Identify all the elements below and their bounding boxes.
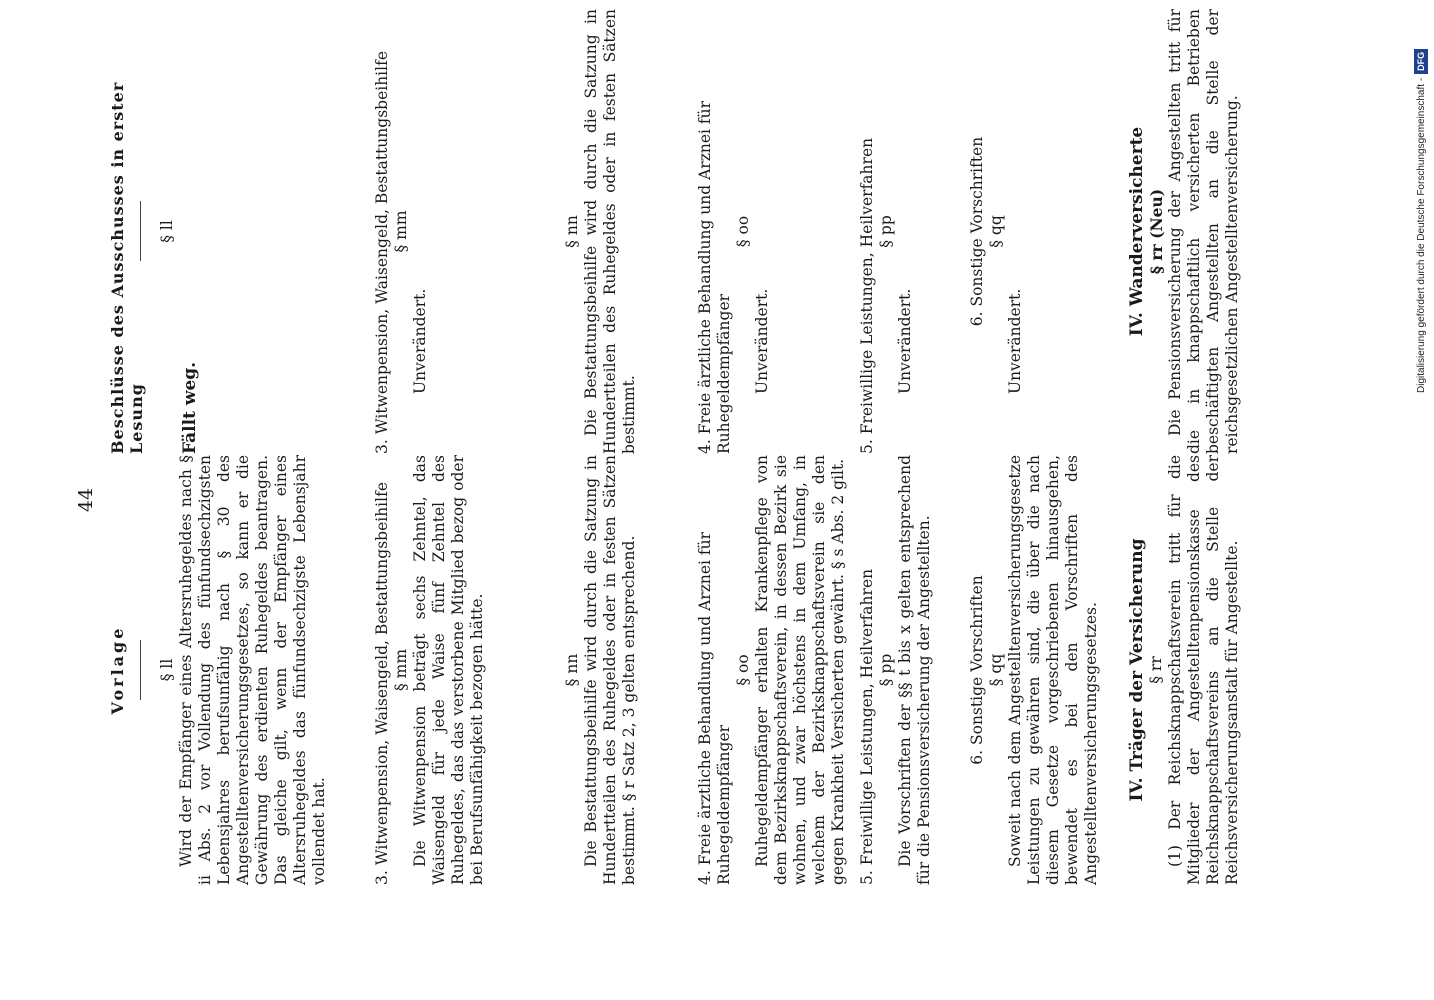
dfg-logo: DFG: [1414, 49, 1428, 74]
column-beschluesse: [108, 9, 1241, 454]
heading-rule: [140, 640, 141, 700]
paragraph-sign: § nn: [563, 215, 581, 248]
paragraph-text: Die Vorschriften der §§ t bis x gelten entsprechend für die Pensionsversicherung der Angestellten.: [896, 455, 933, 885]
section-ll-right: [158, 9, 200, 454]
section-title: 5. Freiwillige Leistungen, Heilverfahren: [858, 137, 876, 454]
section-title: 5. Freiwillige Leistungen, Heilverfahren: [858, 568, 876, 885]
paragraph-text: Unverändert.: [753, 288, 771, 394]
section-oo-right: [696, 9, 772, 454]
column-heading-vorlage: Vorlage: [108, 625, 127, 715]
paragraph-sign: § qq: [987, 653, 1005, 687]
section-qq-left: [968, 455, 1101, 885]
section-title: 3. Witwenpension, Waisengeld, Bestattungsbeihilfe: [373, 50, 391, 454]
paragraph-sign: § mm: [392, 648, 410, 692]
paragraph-text: Die Witwenpension beträgt sechs Zehntel, das Waisengeld für jede Waise fünf Zehntel des Ruhegeldes, das das verstorbene Mitglied bezog oder bei Berufsunfähigkeit bezogen hätte.: [411, 455, 486, 885]
paragraph-text: (1) Der Reichsknappschaftsverein tritt für die Mitglieder der Angestelltenpensionskasse des Reichsknappschaftsvereins an die Stelle der Reichsversicherungsanstalt für Angestellte.: [1166, 455, 1241, 885]
paragraph-sign: § pp: [877, 653, 895, 687]
stamp-text-wrapper: [1413, 13, 1431, 393]
section-title: IV. Wanderversicherte: [1127, 126, 1147, 337]
paragraph-sign: § mm: [392, 210, 410, 253]
paragraph-sign: § ll: [158, 220, 176, 243]
section-title: 6. Sonstige Vorschriften: [968, 136, 986, 327]
paragraph-sign: § qq: [987, 215, 1005, 248]
digitization-stamp: [1413, 8, 1431, 393]
section-title: 4. Freie ärztliche Behandlung und Arznei für Ruhegeldempfänger: [696, 100, 733, 454]
page-number: 44: [75, 487, 97, 513]
paragraph-text: Fällt weg.: [180, 361, 200, 454]
column-vorlage: [108, 455, 1241, 885]
paragraph-text: Die Bestattungsbeihilfe wird durch die Satzung in Hundertteilen des Ruhegeldes oder in festen Sätzen bestimmt.: [582, 9, 638, 454]
section-pp-right: [858, 9, 915, 454]
heading-rule: [140, 202, 141, 262]
section-mm-right: [373, 9, 430, 454]
section-title: 6. Sonstige Vorschriften: [968, 575, 986, 765]
section-rr-left: [1128, 455, 1242, 885]
paragraph-text: Unverändert.: [1006, 288, 1024, 394]
section-ll-left: [158, 455, 329, 885]
section-oo-left: [696, 455, 848, 885]
paragraph-sign: § pp: [877, 215, 895, 248]
paragraph-text: Unverändert.: [411, 288, 429, 394]
paragraph-sign: § ll: [158, 658, 176, 682]
paragraph-text: Soweit nach dem Angestelltenversicherungsgesetze Leistungen zu gewähren sind, die über die nach diesem Gesetze vorgeschriebenen hinausgehen, bewendet es bei den Vorschriften des Angestelltenversicherungsgesetzes.: [1006, 455, 1100, 885]
section-qq-right: [968, 9, 1025, 454]
section-title: 3. Witwenpension, Waisengeld, Bestattungsbeihilfe: [373, 481, 391, 885]
paragraph-sign: § rr: [1147, 656, 1165, 684]
column-heading-beschluesse: Beschlüsse des Ausschusses in erster Lesung: [108, 81, 146, 454]
section-nn-right: [563, 9, 639, 454]
paragraph-sign: § oo: [734, 654, 752, 686]
section-mm-left: [373, 455, 487, 885]
stamp-text: Digitalisierung gefördert durch die Deutsche Forschungsgemeinschaft -: [1416, 77, 1427, 393]
paragraph-text: Wird der Empfänger eines Altersruhegeldes nach § ii Abs. 2 vor Vollendung des fünfundsechzigsten Lebensjahres berufsunfähig nach § 30 des Angestelltenversicherungsgesetzes, so kann er die Gewährung des erdienten Ruhegeldes beantragen. Das gleiche gilt, wenn der Empfänger eines Altersruhegeldes das fünfundsechzigste Lebensjahr vollendet hat.: [177, 455, 328, 885]
section-nn-left: [563, 455, 639, 885]
section-title: 4. Freie ärztliche Behandlung und Arznei für Ruhegeldempfänger: [696, 531, 733, 885]
paragraph-text: Unverändert.: [896, 288, 914, 394]
paragraph-text: Die Bestattungsbeihilfe wird durch die Satzung in Hundertteilen des Ruhegeldes oder in festen Sätzen bestimmt. § r Satz 2, 3 gelten entsprechend.: [582, 455, 638, 885]
paragraph-text: Die Pensionsversicherung der Angestellten tritt für die in knappschaftlich versicherten Betrieben beschäftigten Angestellten an die Stelle der reichsgesetzlichen Angestelltenversicherung.: [1166, 9, 1241, 454]
paragraph-sign: § oo: [734, 215, 752, 248]
paragraph-text: Ruhegeldempfänger erhalten Krankenpflege von dem Bezirksknappschaftsverein, in dessen Bezirk sie wohnen, und zwar höchstens in dem Umfang, in welchem der Bezirksknappschaftsverein sie den gegen Krankheit Versicherten gewährt. § s Abs. 2 gilt.: [753, 455, 847, 885]
section-rr-right: [1128, 9, 1242, 454]
section-pp-left: [858, 455, 934, 885]
paragraph-sign: § nn: [563, 653, 581, 687]
paragraph-sign: § rr (Neu): [1147, 188, 1166, 275]
section-title: IV. Träger der Versicherung: [1127, 538, 1147, 802]
